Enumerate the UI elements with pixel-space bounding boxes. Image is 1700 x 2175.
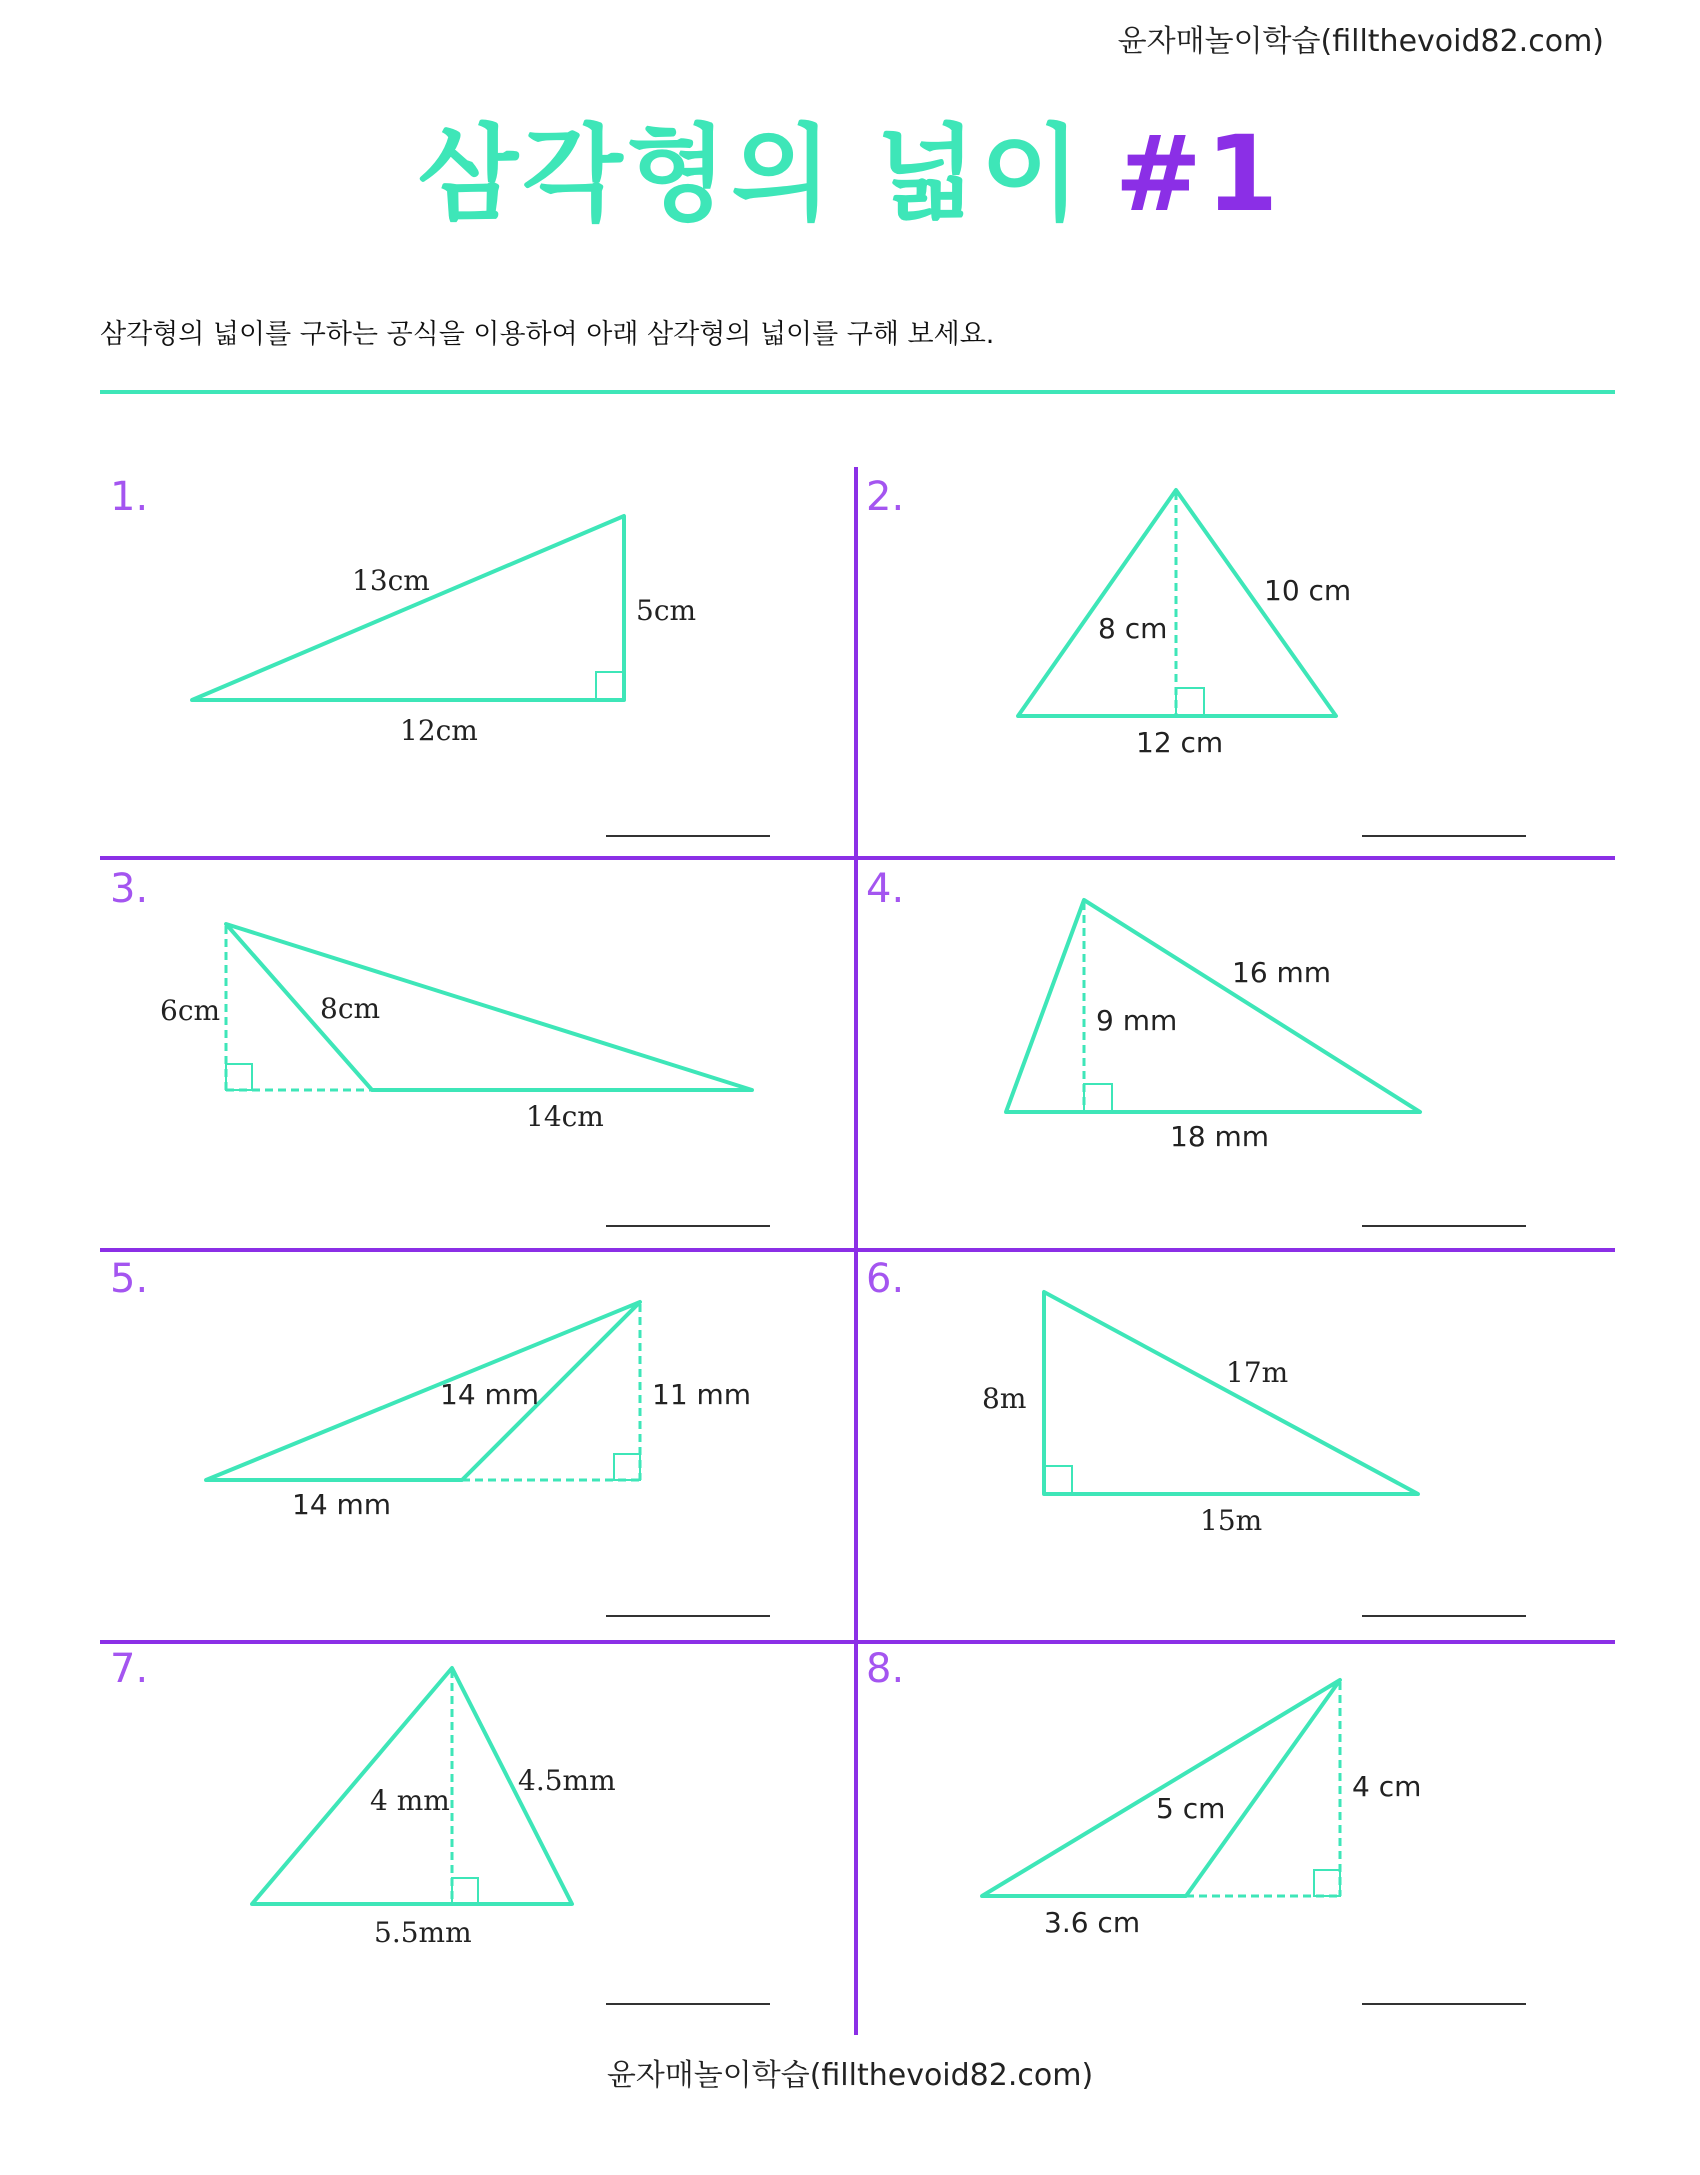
footer-site-credit: 윤자매놀이학습(fillthevoid82.com) (606, 2058, 1094, 2093)
right-angle-marker (596, 672, 624, 700)
triangle-shape (226, 924, 752, 1090)
problem-7 (110, 1646, 770, 2004)
triangle-shape (1006, 900, 1420, 1112)
problem-number: 8. (866, 1646, 905, 1692)
problem-number: 7. (110, 1646, 149, 1692)
side-label: 14 mm (440, 1378, 540, 1411)
side-label: 8m (982, 1382, 1027, 1415)
height-label: 11 mm (652, 1378, 752, 1411)
triangle-shape (206, 1302, 640, 1480)
right-angle-marker (1044, 1466, 1072, 1494)
problem-number: 3. (110, 866, 149, 912)
side-label: 3.6 cm (1044, 1906, 1141, 1939)
right-angle-marker (1314, 1870, 1340, 1896)
problem-3 (110, 866, 770, 1226)
right-angle-marker (1084, 1084, 1112, 1112)
side-label: 10 cm (1264, 574, 1352, 607)
side-label: 13cm (352, 564, 430, 597)
height-label: 9 mm (1096, 1004, 1178, 1037)
page-title-number: #1 (1114, 113, 1283, 235)
triangle-shape (1044, 1292, 1418, 1494)
instruction-text: 삼각형의 넓이를 구하는 공식을 이용하여 아래 삼각형의 넓이를 구해 보세요. (100, 319, 995, 350)
height-label: 4 mm (370, 1784, 450, 1817)
side-label: 14cm (526, 1100, 604, 1133)
problem-number: 2. (866, 474, 905, 520)
problem-8 (866, 1646, 1526, 2004)
header-site-credit: 윤자매놀이학습(fillthevoid82.com) (1117, 24, 1604, 59)
side-label: 4.5mm (518, 1764, 616, 1797)
problem-number: 6. (866, 1256, 905, 1302)
problem-number: 5. (110, 1256, 149, 1302)
side-label: 5.5mm (374, 1916, 472, 1949)
side-label: 18 mm (1170, 1120, 1270, 1153)
height-label: 6cm (160, 994, 221, 1027)
problem-5 (110, 1256, 770, 1616)
side-label: 15m (1200, 1504, 1263, 1537)
problem-4 (866, 866, 1526, 1226)
side-label: 12 cm (1136, 726, 1224, 759)
side-label: 5 cm (1156, 1792, 1226, 1825)
right-angle-marker (614, 1454, 640, 1480)
problem-number: 4. (866, 866, 905, 912)
triangle-shape (982, 1680, 1340, 1896)
side-label: 12cm (400, 714, 478, 747)
height-label: 8 cm (1098, 612, 1168, 645)
problem-1 (110, 474, 770, 836)
problem-number: 1. (110, 474, 149, 520)
triangle-shape (192, 516, 624, 700)
page-title-main: 삼각형의 넓이 (417, 113, 1085, 235)
side-label: 14 mm (292, 1488, 392, 1521)
problem-6 (866, 1256, 1526, 1616)
right-angle-marker (452, 1878, 478, 1904)
side-label: 16 mm (1232, 956, 1332, 989)
height-label: 4 cm (1352, 1770, 1422, 1803)
right-angle-marker (1176, 688, 1204, 716)
right-angle-marker (226, 1064, 252, 1090)
problem-2 (866, 474, 1526, 836)
side-label: 8cm (320, 992, 381, 1025)
side-label: 17m (1226, 1356, 1289, 1389)
side-label: 5cm (636, 594, 697, 627)
